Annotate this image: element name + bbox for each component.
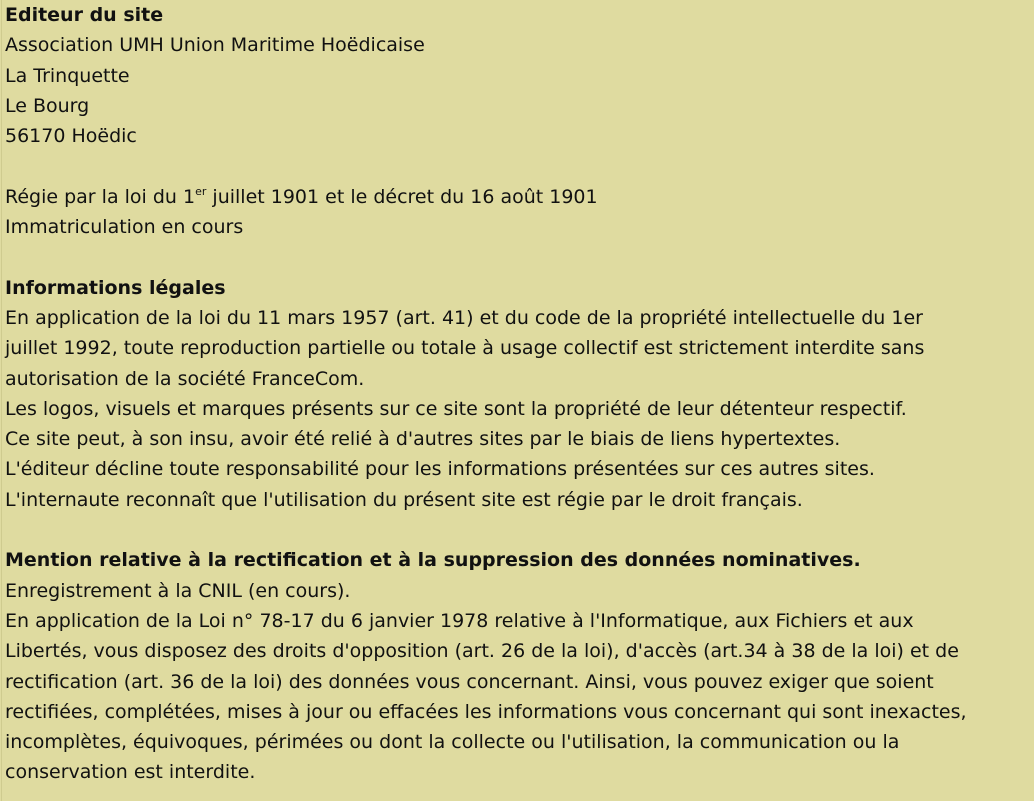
section-gap [5,151,1026,181]
section-gap [5,515,1026,545]
privacy-line: rectifiées, complétées, mises à jour ou effacées les informations vous concernant qui sont inexactes, [5,700,967,723]
editor-heading: Editeur du site [5,4,164,26]
editor-association-name: Association UMH Union Maritime Hoëdicaise [5,34,425,57]
statute-law-text-start: Régie par la loi du 1 [5,185,196,208]
legal-info-line: juillet 1992, toute reproduction partielle ou totale à usage collectif est strictement interdite sans [5,337,925,360]
privacy-heading: Mention relative à la rectification et à la suppression des données nominatives. [5,549,861,572]
registration-status: Immatriculation en cours [5,216,244,239]
section-gap [5,242,1026,272]
statute-law-text-end: juillet 1901 et le décret du 16 août 1901 [206,185,598,208]
privacy-line: Libertés, vous disposez des droits d'opposition (art. 26 de la loi), d'accès (art.34 à 38 de la loi) et de [5,640,959,663]
privacy-line: Enregistrement à la CNIL (en cours). [5,579,351,602]
editor-address-line-2: Le Bourg [5,94,90,117]
editor-address-line-1: La Trinquette [5,64,130,87]
legal-info-section [5,273,1026,515]
privacy-line: En application de la Loi n° 78-17 du 6 janvier 1978 relative à l'Informatique, aux Fichiers et aux [5,609,914,632]
legal-info-line: En application de la loi du 11 mars 1957 (art. 41) et du code de la propriété intellectuelle du 1er [5,306,923,329]
editor-postal-city: 56170 Hoëdic [5,125,137,148]
legal-info-line: autorisation de la société FranceCom. [5,367,365,390]
privacy-line: conservation est interdite. [5,761,256,784]
privacy-section [5,545,1026,787]
statute-section [5,182,1026,243]
legal-info-line: L'éditeur décline toute responsabilité pour les informations présentées sur ces autres sites. [5,458,875,481]
privacy-line: incomplètes, équivoques, périmées ou dont la collecte ou l'utilisation, la communication ou la [5,731,900,754]
privacy-line: rectification (art. 36 de la loi) des données vous concernant. Ainsi, vous pouvez exiger que soient [5,670,934,693]
legal-info-line: L'internaute reconnaît que l'utilisation du présent site est régie par le droit français. [5,488,803,511]
editor-section [5,0,1026,151]
legal-info-line: Les logos, visuels et marques présents sur ce site sont la propriété de leur détenteur respectif. [5,397,907,420]
legal-info-heading: Informations légales [5,276,226,299]
statute-law-line [5,182,1026,212]
legal-info-line: Ce site peut, à son insu, avoir été relié à d'autres sites par le biais de liens hypertextes. [5,428,841,451]
left-border-line [1,0,2,801]
statute-law-superscript: er [195,184,207,198]
